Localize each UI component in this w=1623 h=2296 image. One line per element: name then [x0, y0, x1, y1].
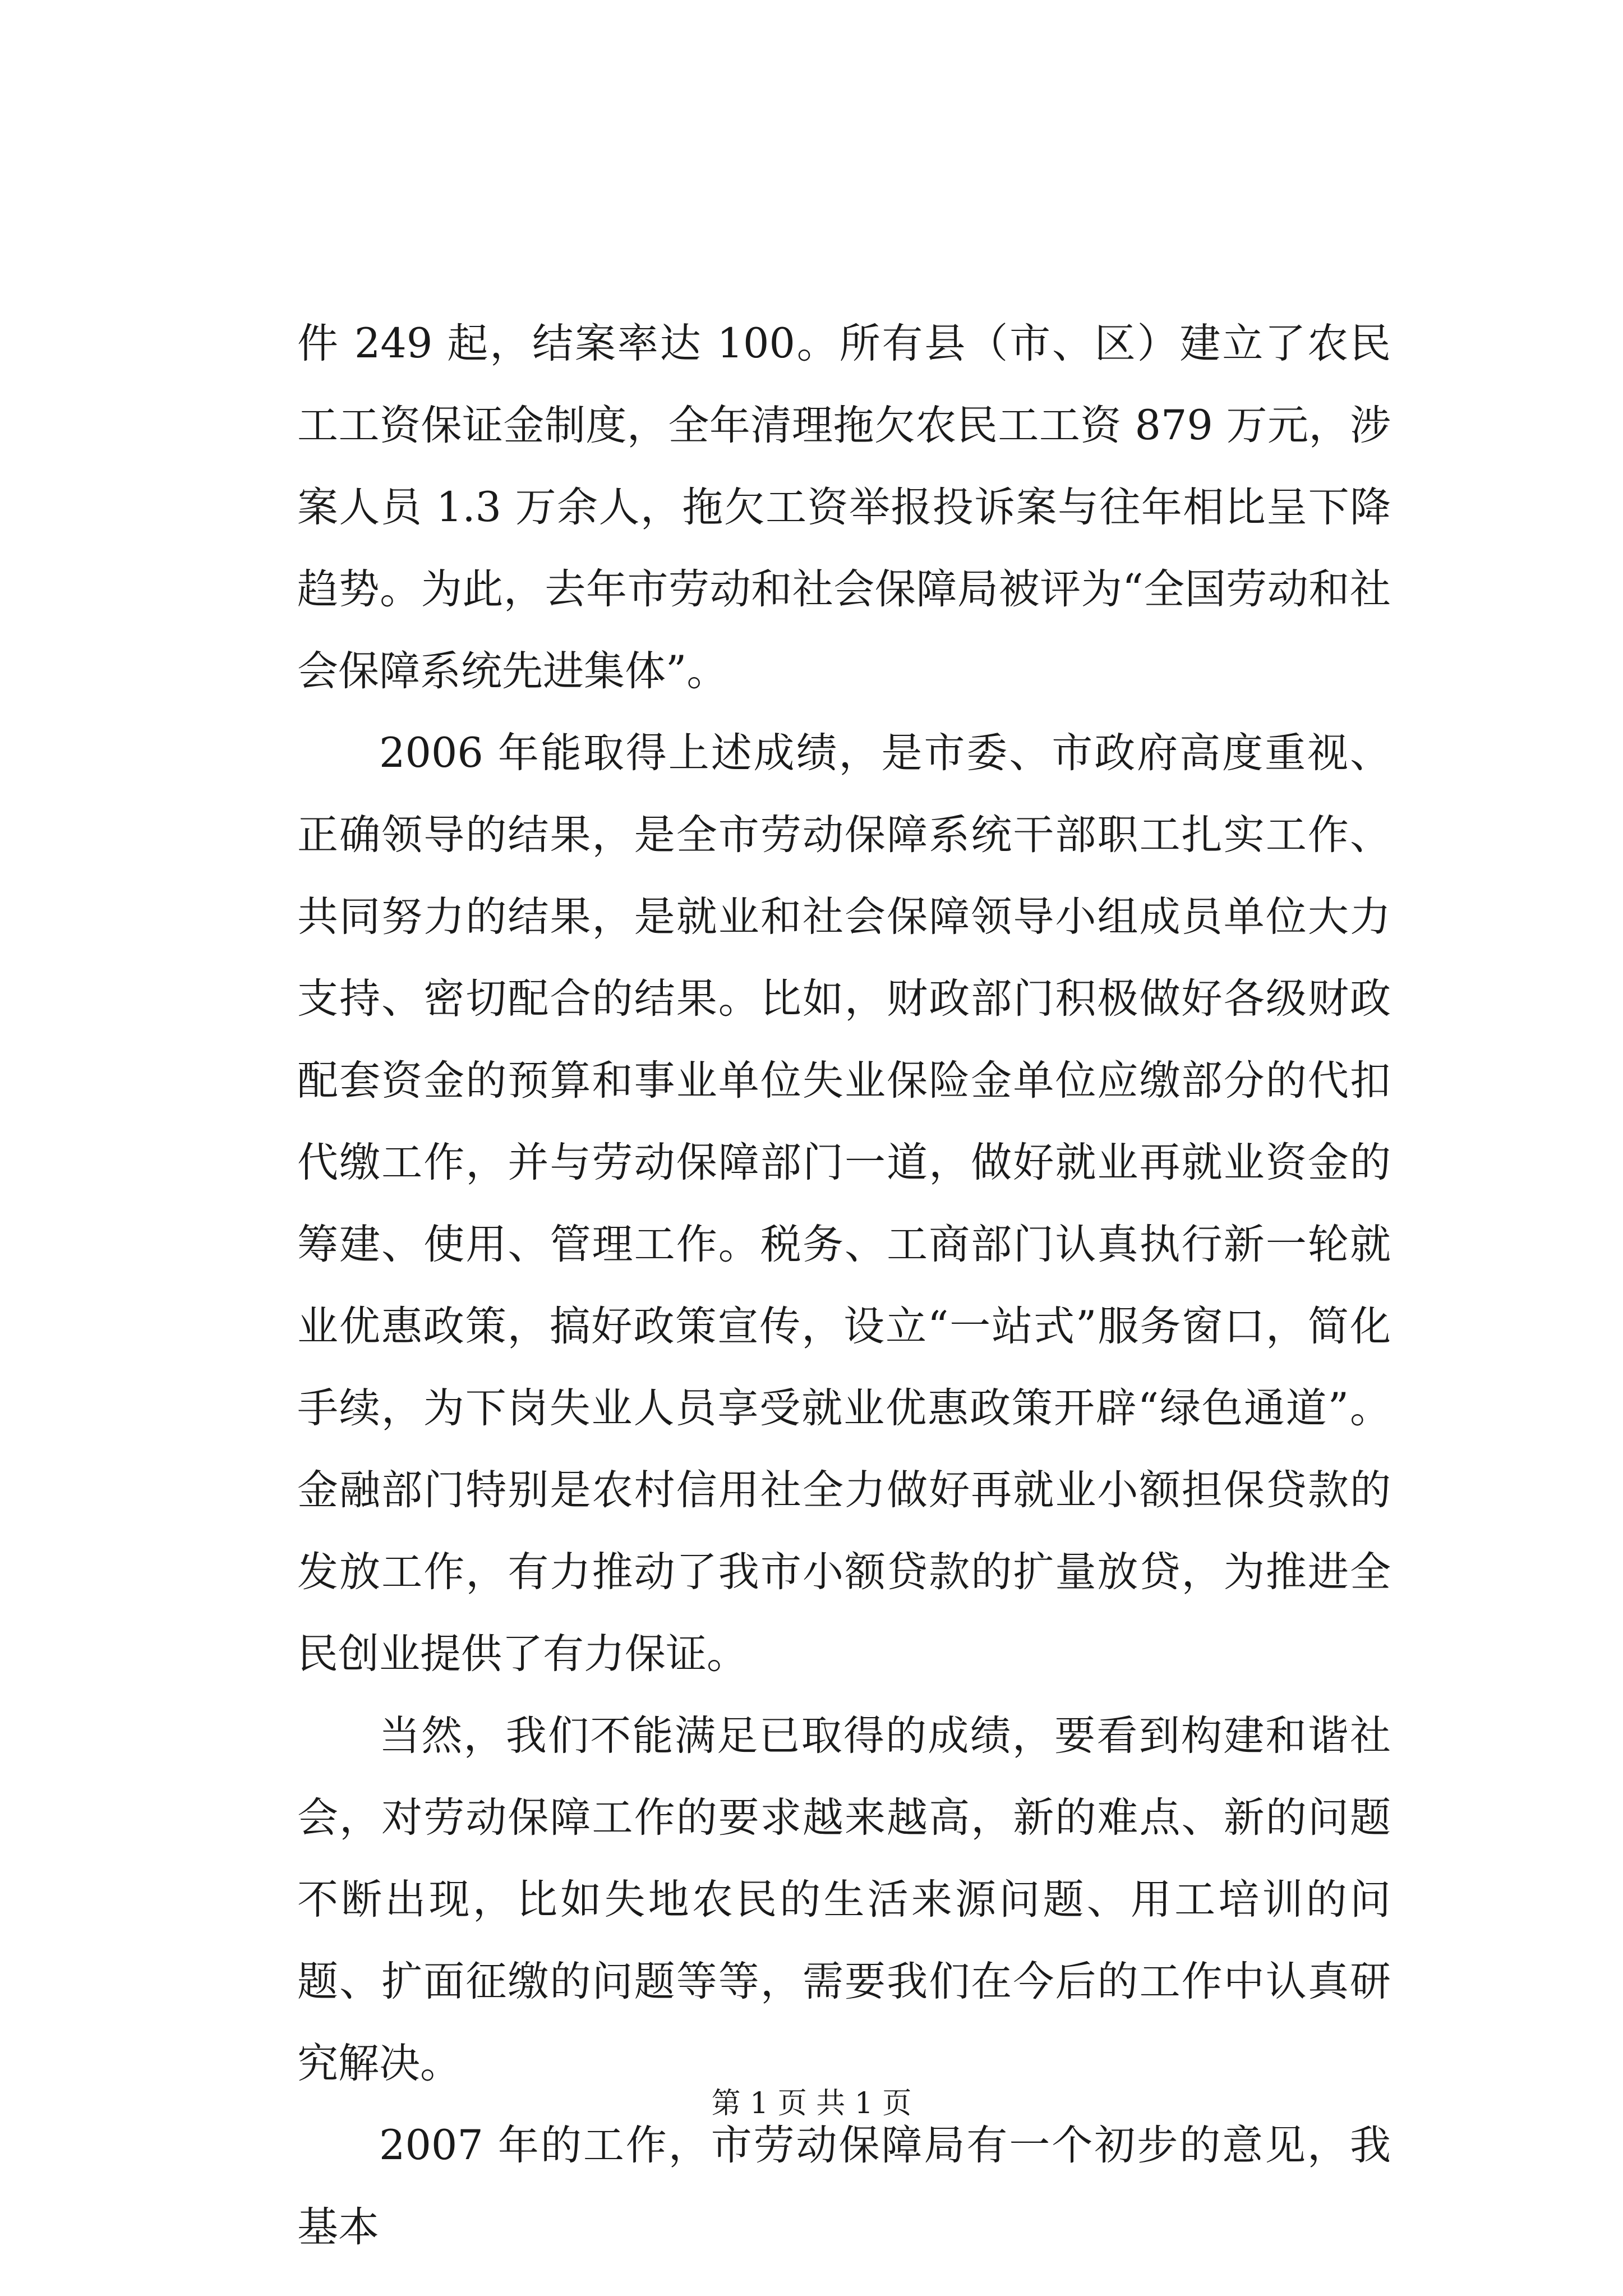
paragraph-3: 当然，我们不能满足已取得的成绩，要看到构建和谐社会，对劳动保障工作的要求越来越高，新的难点、新的问题不断出现，比如失地农民的生活来源问题、用工培训的问题、扩面征缴的问题等等，需要我们在今后的工作中认真研究解决。 [297, 1712, 1391, 2087]
paragraph-2: 2006 年能取得上述成绩，是市委、市政府高度重视、正确领导的结果，是全市劳动保障系统干部职工扎实工作、共同努力的结果，是就业和社会保障领导小组成员单位大力支持、密切配合的结果。比如，财政部门积极做好各级财政配套资金的预算和事业单位失业保险金单位应缴部分的代扣代缴工作，并与劳动保障部门一道，做好就业再就业资金的筹建、使用、管理工作。税务、工商部门认真执行新一轮就业优惠政策，搞好政策宣传，设立“一站式”服务窗口，简化手续，为下岗失业人员享受就业优惠政策开辟“绿色通道”。金融部门特别是农村信用社全力做好再就业小额担保贷款的发放工作，有力推动了我市小额贷款的扩量放贷，为推进全民创业提供了有力保证。 [297, 729, 1391, 1678]
paragraph-4: 2007 年的工作，市劳动保障局有一个初步的意见，我基本 [297, 2122, 1391, 2251]
page-footer [0, 2084, 1623, 2123]
document-body [297, 303, 1391, 2269]
page-number-label: 第 1 页 共 1 页 [711, 2087, 912, 2120]
paragraph-1: 件 249 起，结案率达 100。所有县（市、区）建立了农民工工资保证金制度，全年清理拖欠农民工工资 879 万元，涉案人员 1.3 万余人，拖欠工资举报投诉案与往年相比呈下降趋势。为此，去年市劳动和社会保障局被评为“全国劳动和社会保障系统先进集体”。 [297, 320, 1391, 695]
